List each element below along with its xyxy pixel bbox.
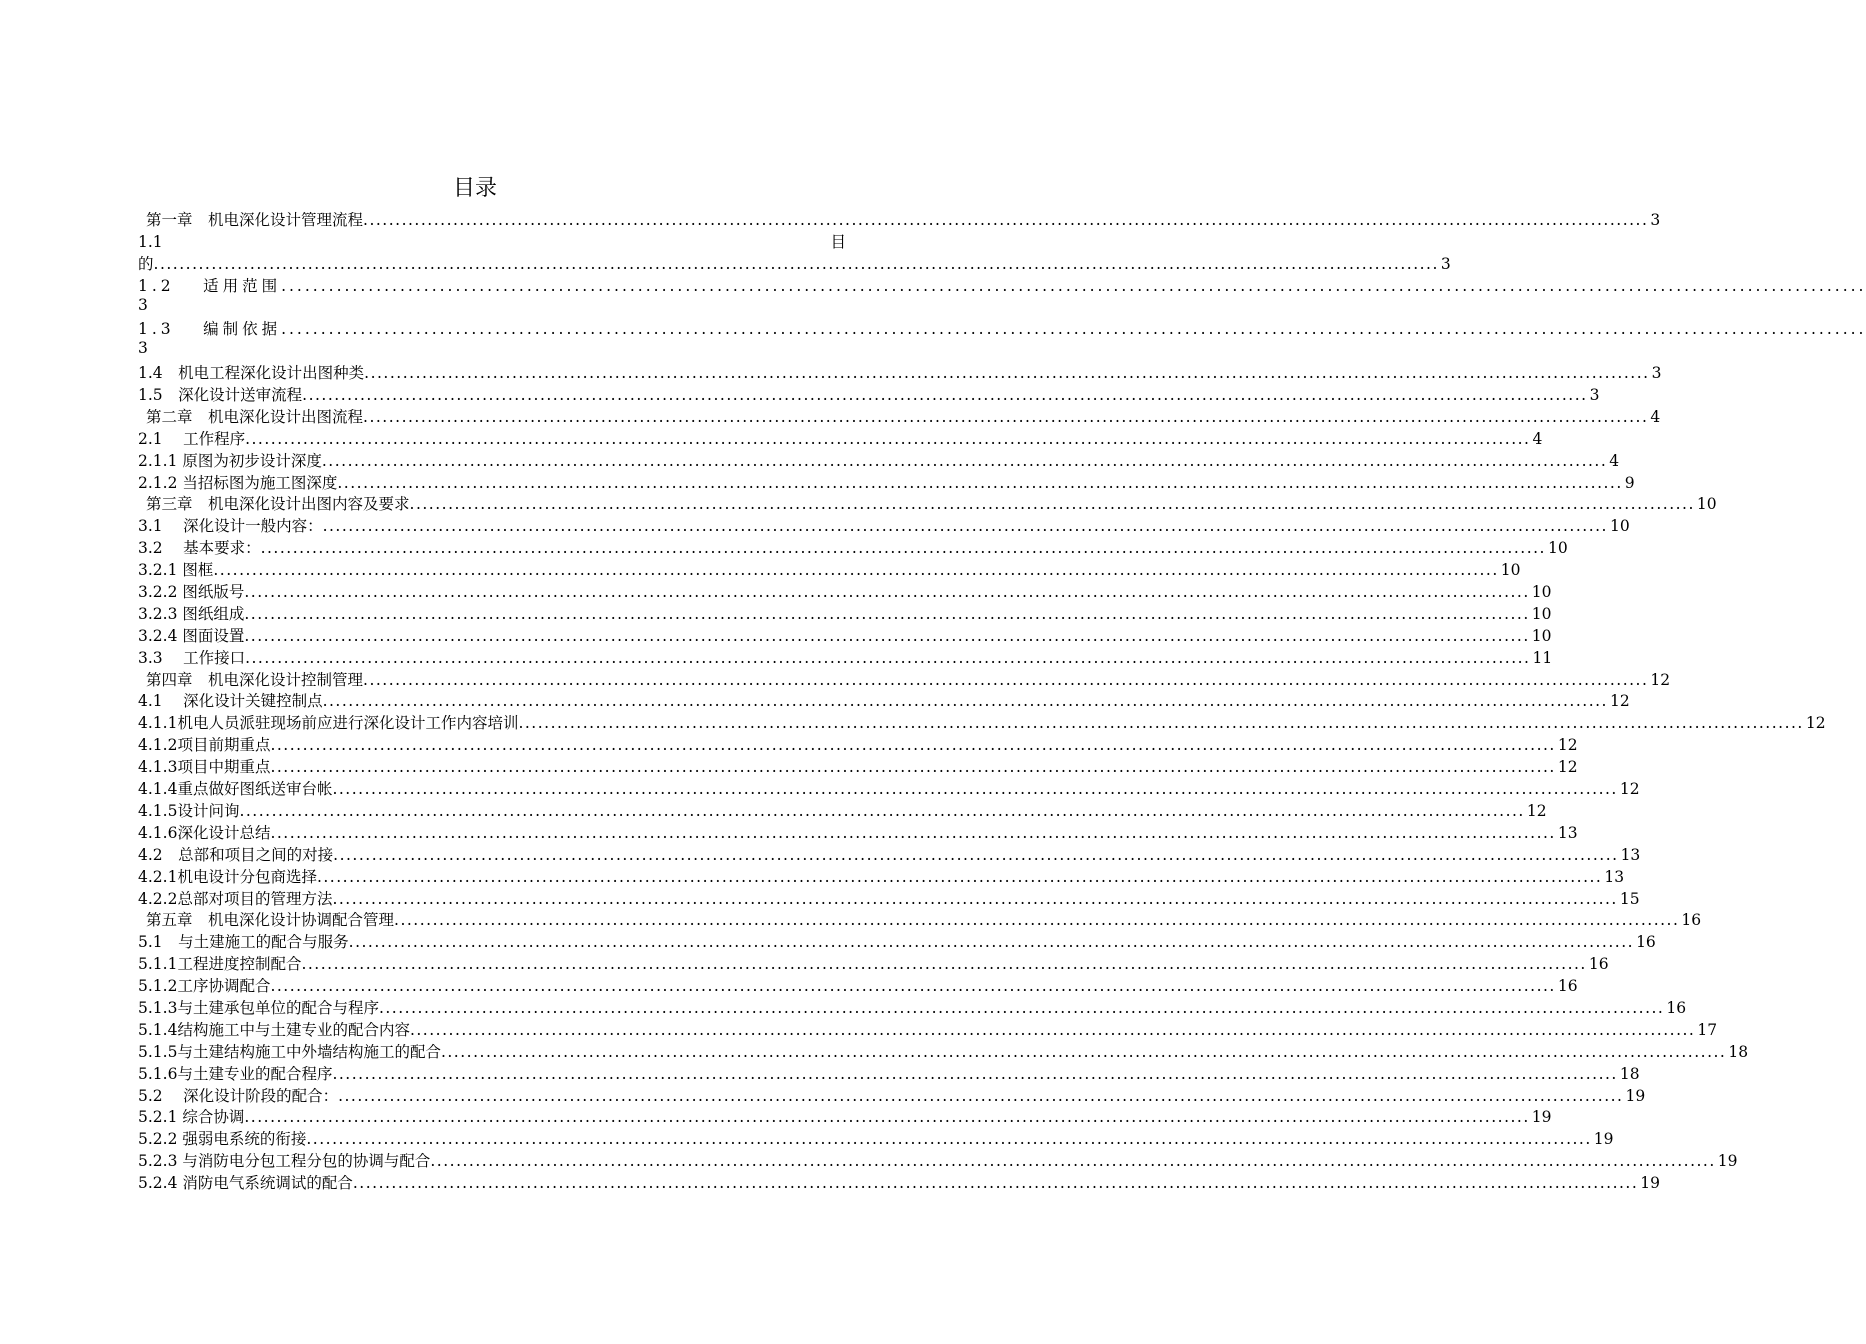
toc-leader-dots: ........................................................................................................................................................................................................ [430, 1152, 1716, 1171]
toc-entry-label: 第一章 机电深化设计管理流程 [146, 210, 364, 229]
toc-entry-label: 5.1.5与土建结构施工中外墙结构施工的配合 [138, 1042, 441, 1061]
toc-entry-label-cont: 的 [138, 254, 154, 273]
toc-entry-page: 16 [1681, 911, 1702, 930]
toc-entry-page: 12 [1805, 714, 1826, 733]
toc-leader-dots: ........................................................................................................................................................................................................ [321, 451, 1608, 470]
toc-entry[interactable] [138, 930, 1656, 952]
toc-entry-label: 4.2.1机电设计分包商选择 [138, 867, 317, 886]
toc-entry-page: 10 [1696, 495, 1717, 514]
toc-leader-dots: ........................................................................................................................................................................................................ [301, 955, 1587, 974]
toc-leader-dots: ........................................................................................................................................................................................................ [332, 1064, 1618, 1083]
toc-leader-dots: ........................................................................................................................................................................................................ [352, 1174, 1639, 1193]
toc-entry-page: 19 [1640, 1174, 1661, 1193]
toc-entry-label: 4.1.4重点做好图纸送审台帐 [138, 780, 333, 799]
toc-entry-label: 4.2 总部和项目之间的对接 [138, 845, 334, 864]
toc-entry[interactable] [138, 646, 1553, 668]
toc-entry[interactable] [138, 449, 1620, 471]
toc-entry-page: 16 [1588, 955, 1609, 974]
toc-entry[interactable] [138, 580, 1552, 602]
toc-entry-page: 18 [1728, 1042, 1749, 1061]
toc-entry-label: 2.1 工作程序 [138, 429, 246, 448]
toc-leader-dots: ........................................................................................................................................................................................................ [332, 889, 1618, 908]
toc-leader-dots: ........................................................................................................................................................................................................ [364, 364, 1650, 383]
toc-entry-label: 5.1.1工程进度控制配合 [138, 955, 302, 974]
toc-leader-dots: ........................................................................................................................................................................................................ [409, 495, 1695, 514]
toc-title: 目录 [452, 176, 497, 201]
toc-entry-label: 5.1.4结构施工中与土建专业的配合内容 [138, 1020, 410, 1039]
toc-entry-page: 12 [1609, 692, 1630, 711]
toc-entry-line [138, 274, 1866, 296]
toc-entry[interactable] [138, 230, 1451, 274]
toc-entry[interactable] [138, 274, 1866, 318]
toc-entry-page: 9 [1624, 473, 1635, 492]
toc-entry-page: 13 [1620, 845, 1641, 864]
toc-entry-page: 19 [1593, 1130, 1614, 1149]
toc-entry[interactable] [138, 1171, 1661, 1193]
toc-leader-dots: ........................................................................................................................................................................................................ [440, 1042, 1727, 1061]
toc-entry-page: 19 [1717, 1152, 1738, 1171]
toc-entry-page: 10 [1609, 517, 1630, 536]
toc-entry[interactable] [138, 821, 1578, 843]
toc-entry-page: 3 [1589, 386, 1600, 405]
toc-leader-dots: ........................................................................................................................................................................................................ [244, 604, 1530, 623]
toc-entry-page: 15 [1619, 889, 1640, 908]
toc-entry-line [138, 252, 1451, 274]
toc-entry-label: 1.4 机电工程深化设计出图种类 [138, 364, 365, 383]
toc-entry-label: 4.1 深化设计关键控制点 [138, 692, 323, 711]
toc-leader-dots: ........................................................................................................................................................................................................ [245, 429, 1531, 448]
toc-entry-label: 5.1.2工序协调配合 [138, 977, 271, 996]
toc-leader-dots: ........................................................................................................................................................................................................ [270, 823, 1556, 842]
toc-leader-dots: ........................................................................................................................................................................................................ [316, 867, 1603, 886]
toc-entry[interactable] [138, 471, 1635, 493]
toc-leader-dots: ........................................................................................................................................................................................................ [270, 736, 1556, 755]
table-of-contents [138, 208, 1866, 1193]
toc-entry-label: 3.1 深化设计一般内容： [138, 517, 323, 536]
toc-entry-page: 3 [138, 295, 148, 314]
toc-entry[interactable] [138, 1106, 1552, 1128]
toc-entry[interactable] [138, 361, 1662, 383]
toc-entry-page: 12 [1557, 736, 1578, 755]
toc-entry-page: 13 [1557, 823, 1578, 842]
toc-chapter-entry[interactable] [138, 909, 1702, 931]
toc-entry-page: 12 [1619, 780, 1640, 799]
toc-entry-page: 18 [1619, 1064, 1640, 1083]
toc-entry[interactable] [138, 1127, 1614, 1149]
toc-leader-dots: ........................................................................................................................................................................................................ [302, 386, 1588, 405]
toc-entry-label: 3.2.3 图纸组成 [138, 604, 245, 623]
toc-entry-page: 13 [1604, 867, 1625, 886]
toc-entry-label: 4.1.6深化设计总结 [138, 823, 271, 842]
toc-leader-dots: ........................................................................................................................................................................................................ [281, 320, 1866, 339]
toc-entry-label-wrap: 目 [830, 232, 846, 251]
toc-entry-label: 4.1.5设计问询 [138, 801, 240, 820]
toc-leader-dots: ........................................................................................................................................................................................................ [518, 714, 1804, 733]
toc-leader-dots: ........................................................................................................................................................................................................ [394, 911, 1680, 930]
toc-entry[interactable] [138, 1040, 1749, 1062]
toc-leader-dots: ........................................................................................................................................................................................................ [281, 276, 1866, 295]
toc-leader-dots: ........................................................................................................................................................................................................ [348, 933, 1635, 952]
toc-entry-page: 4 [1532, 429, 1543, 448]
toc-leader-dots: ........................................................................................................................................................................................................ [260, 539, 1546, 558]
toc-entry-label: 5.2.4 消防电气系统调试的配合 [138, 1174, 353, 1193]
toc-entry-label: 4.1.2项目前期重点 [138, 736, 271, 755]
toc-entry-page: 10 [1500, 561, 1521, 580]
toc-entry-label: 第五章 机电深化设计协调配合管理 [146, 911, 395, 930]
toc-chapter-entry[interactable] [138, 493, 1717, 515]
toc-entry-label: 3.2.1 图框 [138, 561, 214, 580]
toc-entry[interactable] [138, 1018, 1718, 1040]
toc-entry[interactable] [138, 536, 1568, 558]
toc-entry-label: 5.2.2 强弱电系统的衔接 [138, 1130, 307, 1149]
toc-entry-label: 5.1 与土建施工的配合与服务 [138, 933, 349, 952]
toc-entry[interactable] [138, 602, 1552, 624]
toc-entry[interactable] [138, 843, 1641, 865]
toc-entry-label: 第四章 机电深化设计控制管理 [146, 670, 364, 689]
toc-leader-dots: ........................................................................................................................................................................................................ [245, 648, 1531, 667]
toc-entry-label: 1.5 深化设计送审流程 [138, 386, 303, 405]
toc-entry-page: 19 [1625, 1086, 1646, 1105]
toc-entry[interactable] [138, 799, 1547, 821]
toc-entry-label: 1.1 [138, 232, 163, 251]
toc-entry-page: 16 [1636, 933, 1656, 952]
toc-entry[interactable] [138, 427, 1543, 449]
toc-entry[interactable] [138, 996, 1687, 1018]
toc-leader-dots: ........................................................................................................................................................................................................ [409, 1020, 1696, 1039]
toc-entry-page: 4 [1650, 407, 1661, 426]
toc-entry[interactable] [138, 711, 1826, 733]
toc-entry-label: 3.2 基本要求： [138, 539, 261, 558]
toc-chapter-entry[interactable] [138, 208, 1661, 230]
toc-entry-page: 3 [1651, 364, 1662, 383]
toc-leader-dots: ........................................................................................................................................................................................................ [363, 407, 1649, 426]
toc-leader-dots: ........................................................................................................................................................................................................ [239, 801, 1525, 820]
toc-entry[interactable] [138, 690, 1630, 712]
toc-entry-label: 4.1.3项目中期重点 [138, 758, 271, 777]
toc-leader-dots: ........................................................................................................................................................................................................ [332, 780, 1618, 799]
toc-entry[interactable] [138, 558, 1521, 580]
toc-leader-dots: ........................................................................................................................................................................................................ [333, 845, 1619, 864]
toc-leader-dots: ........................................................................................................................................................................................................ [244, 1108, 1530, 1127]
toc-entry-label: 5.1.3与土建承包单位的配合与程序 [138, 998, 379, 1017]
toc-entry-label: 5.2.1 综合协调 [138, 1108, 245, 1127]
toc-entry-label: 2.1.2 当招标图为施工图深度 [138, 473, 338, 492]
toc-entry[interactable] [138, 624, 1552, 646]
toc-entry[interactable] [138, 777, 1640, 799]
toc-entry-page: 3 [1440, 254, 1451, 273]
toc-entry[interactable] [138, 1084, 1646, 1106]
toc-entry-page: 10 [1531, 583, 1552, 602]
toc-leader-dots: ........................................................................................................................................................................................................ [363, 210, 1649, 229]
toc-entry-label: 第二章 机电深化设计出图流程 [146, 407, 364, 426]
toc-entry-page: 17 [1697, 1020, 1718, 1039]
toc-entry-line [138, 317, 1866, 339]
toc-chapter-entry[interactable] [138, 405, 1661, 427]
toc-entry-label: 4.2.2总部对项目的管理方法 [138, 889, 333, 908]
toc-entry-label: 1.2 适用范围 [138, 276, 282, 295]
toc-entry-page: 4 [1609, 451, 1620, 470]
toc-entry-page: 3 [138, 339, 148, 358]
toc-entry-line [138, 230, 846, 252]
toc-entry-label: 3.2.4 图面设置 [138, 626, 245, 645]
toc-entry-label: 第三章 机电深化设计出图内容及要求 [146, 495, 410, 514]
toc-entry-page: 19 [1531, 1108, 1552, 1127]
toc-leader-dots: ........................................................................................................................................................................................................ [244, 583, 1530, 602]
toc-entry-page: 12 [1650, 670, 1671, 689]
toc-entry[interactable] [138, 733, 1578, 755]
toc-entry-page: 16 [1666, 998, 1687, 1017]
toc-entry-label: 4.1.1机电人员派驻现场前应进行深化设计工作内容培训 [138, 714, 519, 733]
toc-leader-dots: ........................................................................................................................................................................................................ [322, 517, 1608, 536]
toc-leader-dots: ........................................................................................................................................................................................................ [270, 977, 1556, 996]
toc-entry-page: 10 [1531, 626, 1552, 645]
toc-entry-label: 2.1.1 原图为初步设计深度 [138, 451, 322, 470]
toc-entry-label: 5.2.3 与消防电分包工程分包的协调与配合 [138, 1152, 431, 1171]
toc-chapter-entry[interactable] [138, 668, 1671, 690]
toc-entry-page: 11 [1532, 648, 1553, 667]
toc-entry-label: 3.3 工作接口 [138, 648, 246, 667]
toc-entry-page: 12 [1557, 758, 1578, 777]
toc-entry[interactable] [138, 755, 1578, 777]
toc-entry-label: 5.2 深化设计阶段的配合： [138, 1086, 339, 1105]
toc-entry-label: 5.1.6与土建专业的配合程序 [138, 1064, 333, 1083]
toc-entry[interactable] [138, 952, 1609, 974]
toc-entry[interactable] [138, 865, 1625, 887]
toc-leader-dots: ........................................................................................................................................................................................................ [322, 692, 1608, 711]
toc-entry-label: 1.3 编制依据 [138, 320, 282, 339]
toc-leader-dots: ........................................................................................................................................................................................................ [153, 254, 1439, 273]
toc-entry[interactable] [138, 887, 1640, 909]
toc-leader-dots: ........................................................................................................................................................................................................ [306, 1130, 1592, 1149]
toc-entry[interactable] [138, 1149, 1738, 1171]
toc-entry-label: 3.2.2 图纸版号 [138, 583, 245, 602]
toc-entry-page: 16 [1557, 977, 1578, 996]
toc-entry[interactable] [138, 317, 1866, 361]
toc-entry-page: 12 [1526, 801, 1547, 820]
toc-entry[interactable] [138, 514, 1630, 536]
toc-entry[interactable] [138, 1062, 1640, 1084]
toc-leader-dots: ........................................................................................................................................................................................................ [213, 561, 1499, 580]
toc-entry[interactable] [138, 383, 1600, 405]
toc-entry[interactable] [138, 974, 1578, 996]
toc-leader-dots: ........................................................................................................................................................................................................ [378, 998, 1665, 1017]
toc-entry-page: 10 [1531, 604, 1552, 623]
toc-entry-page: 10 [1547, 539, 1568, 558]
toc-leader-dots: ........................................................................................................................................................................................................ [338, 1086, 1624, 1105]
toc-leader-dots: ........................................................................................................................................................................................................ [363, 670, 1649, 689]
toc-leader-dots: ........................................................................................................................................................................................................ [244, 626, 1530, 645]
toc-leader-dots: ........................................................................................................................................................................................................ [337, 473, 1623, 492]
toc-leader-dots: ........................................................................................................................................................................................................ [270, 758, 1556, 777]
toc-entry-page: 3 [1650, 210, 1661, 229]
